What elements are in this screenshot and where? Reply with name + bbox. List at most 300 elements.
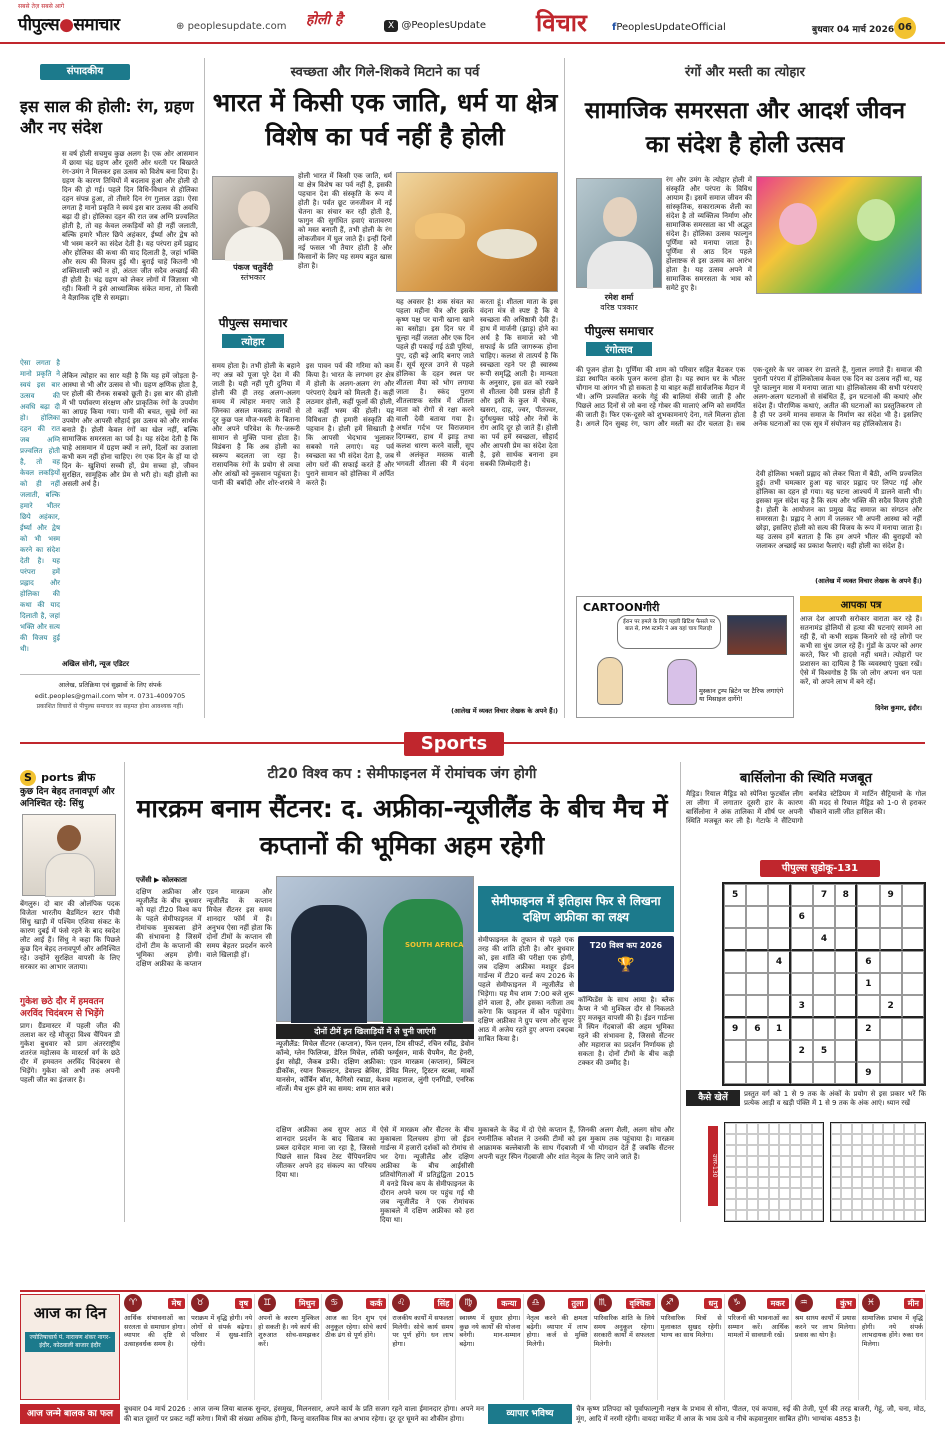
facebook-link[interactable] xyxy=(612,22,726,33)
editorial-footer-2[interactable]: edit.peoples@gmail.com फोन न. 0731-4009705 xyxy=(34,692,186,700)
sudoku-cell[interactable] xyxy=(902,928,924,951)
sudoku-grid[interactable] xyxy=(722,882,926,1086)
sudoku-cell[interactable] xyxy=(835,1062,857,1084)
answer-cell xyxy=(758,1156,769,1167)
answer-cell xyxy=(801,1199,812,1210)
sudoku-cell[interactable] xyxy=(835,995,857,1018)
sudoku-cell[interactable]: 3 xyxy=(791,995,813,1018)
answer-cell xyxy=(725,1167,736,1178)
answer-cell xyxy=(769,1210,780,1221)
globe-icon: ⊕ xyxy=(176,21,188,32)
answer-cell xyxy=(769,1123,780,1134)
answer-cell xyxy=(801,1188,812,1199)
answer-cell xyxy=(883,1123,893,1134)
answer-cell xyxy=(758,1210,769,1221)
sign-name: तुला xyxy=(568,1298,588,1309)
sudoku-cell[interactable] xyxy=(813,973,835,995)
sudoku-cell[interactable]: 5 xyxy=(724,884,746,906)
answer-cell xyxy=(736,1188,747,1199)
sudoku-cell[interactable] xyxy=(880,951,902,973)
zodiac-icon: ♏ xyxy=(594,1294,612,1312)
answer-cell xyxy=(883,1134,893,1145)
horoscope-title-box xyxy=(20,1294,120,1400)
sudoku-cell[interactable] xyxy=(902,1040,924,1062)
sub-headline: सेमीफाइनल में इतिहास फिर से लिखना दक्षिण अफ्रीका का लक्ष्य xyxy=(478,886,674,932)
answer-cell xyxy=(904,1145,914,1156)
answer-cell xyxy=(841,1156,851,1167)
answer-cell xyxy=(862,1156,872,1167)
answer-cell xyxy=(725,1145,736,1156)
twitter-link[interactable] xyxy=(384,20,486,31)
answer-cell xyxy=(779,1134,790,1145)
logo-dot: ● xyxy=(59,15,74,35)
answer-cell xyxy=(862,1123,872,1134)
sudoku-cell[interactable] xyxy=(768,928,790,951)
sudoku-cell[interactable] xyxy=(835,906,857,928)
answer-cell xyxy=(790,1145,801,1156)
answer-cell xyxy=(873,1188,883,1199)
sudoku-cell[interactable] xyxy=(746,928,768,951)
sign-text: आर्थिक संभावनाओं का सरलता से समाधान होगा। व्यापार की दृष्टि से उत्साहवर्धक समय है। xyxy=(124,1314,186,1348)
answer-cell xyxy=(812,1134,823,1145)
answer-cell xyxy=(801,1167,812,1178)
article2-logo-text: पीपुल्स समाचार xyxy=(584,324,654,338)
editorial-footer-1: आलेख, प्रतिक्रिया एवं सुझावों के लिए संपर्क xyxy=(58,681,162,689)
sudoku-cell[interactable] xyxy=(902,973,924,995)
editorial-body-1: स वर्ष होली सचमुच कुछ अलग है। एक ओर आसमान में छाया चंद्र ग्रहण और दूसरी ओर धरती पर बिखरते रंग-उमंग ने मिलकर इस उत्सव को विशेष बना दिया है। ग्रहण के कारण तिथियों में बदलाव हुआ और होली दो दिन की हो गई। पहले दिन विधि-विधान से होलिका दहन संपन्न हुआ, तो तीसरे दिन रंग गुलाल उड़ा। ऐसा लगता है मानो प्रकृति ने स्वयं इस बार उत्सव की अवधि बढ़ा दी हो। होलिका दहन की रात जब अग्नि प्रज्वलित होती है, तो वह केवल लकड़ियों को ही नहीं जलाती, बल्कि हमारे भीतर छिपे अहंकार, ईर्ष्या और द्वेष को भी भस्म करने का संदेश देती है। यह परंपरा हमें प्रह्लाद और होलिका की कथा की याद दिलाती है, जहां भक्ति और सत्य की विजय हुई थी। बुराई चाहे कितनी भी शक्तिशाली क्यों न हो, अंततः जीत सदैव अच्छाई की ही होती है। चंद्र ग्रहण को लेकर लोगों में जिज्ञासा भी रही। किसी ने इसे आध्यात्मिक संकेत माना, तो किसी ने वैज्ञानिक दृष्टि से समझा। xyxy=(62,150,198,302)
sudoku-cell[interactable]: 6 xyxy=(746,1018,768,1040)
sudoku-cell[interactable] xyxy=(880,1018,902,1040)
sign-name: कर्क xyxy=(366,1298,386,1309)
sign-text: अपनों के कारण मुश्किल हो सकती है। नये कार्य की शुरुआत सोच-समझकर करें। xyxy=(258,1314,320,1348)
sudoku-cell[interactable] xyxy=(746,995,768,1018)
cartoon-title: CARTOONगीरी xyxy=(583,601,660,614)
website-link[interactable] xyxy=(176,21,286,32)
sports-kicker: टी20 विश्व कप : सेमीफाइनल में रोमांचक जंग होगी xyxy=(267,766,537,782)
answer-cell xyxy=(790,1188,801,1199)
answer-cell xyxy=(812,1167,823,1178)
sports-headline: मारक्रम बनाम सैंटनर: द. अफ्रीका-न्यूजीलैंड के बीच मैच में कप्तानों की भूमिका अहम रहेगी xyxy=(136,794,668,860)
horoscope-sign xyxy=(325,1294,389,1400)
sudoku-cell[interactable] xyxy=(768,973,790,995)
x-icon: X xyxy=(384,20,398,32)
sign-name: वृष xyxy=(235,1298,252,1309)
sudoku-cell[interactable] xyxy=(835,1040,857,1062)
sudoku-cell[interactable] xyxy=(857,995,879,1018)
sudoku-cell[interactable]: 9 xyxy=(724,1018,746,1040)
answer-cell xyxy=(873,1177,883,1188)
horoscope-sign xyxy=(392,1294,456,1400)
zodiac-icon: ♊ xyxy=(258,1294,276,1312)
answer-cell xyxy=(852,1167,862,1178)
answer-cell xyxy=(736,1167,747,1178)
answer-cell xyxy=(915,1134,925,1145)
answer-cell xyxy=(725,1188,736,1199)
sudoku-cell[interactable] xyxy=(902,995,924,1018)
sudoku-cell[interactable]: 9 xyxy=(880,884,902,906)
sudoku-cell[interactable] xyxy=(813,1062,835,1084)
answer-cell xyxy=(725,1156,736,1167)
sudoku-cell[interactable]: 4 xyxy=(768,951,790,973)
answer-cell xyxy=(873,1199,883,1210)
answer-cell xyxy=(883,1156,893,1167)
answer-cell xyxy=(852,1145,862,1156)
sudoku-cell[interactable] xyxy=(791,1062,813,1084)
column-rule-1 xyxy=(204,58,205,718)
sudoku-cell[interactable] xyxy=(746,1040,768,1062)
sports-tag: Sports xyxy=(404,732,504,756)
horoscope-sign xyxy=(527,1294,591,1400)
sudoku-cell[interactable] xyxy=(746,906,768,928)
sudoku-cell[interactable] xyxy=(813,995,835,1018)
answer-cell xyxy=(831,1188,841,1199)
zodiac-icon: ♐ xyxy=(661,1294,679,1312)
answer-cell xyxy=(894,1177,904,1188)
answer-cell xyxy=(736,1123,747,1134)
sudoku-cell[interactable]: 5 xyxy=(813,1040,835,1062)
tv-icon xyxy=(727,615,787,655)
article2-author: रमेश शर्मा xyxy=(604,293,634,302)
answer-cell xyxy=(852,1134,862,1145)
article1-body-1: होली भारत में किसी एक जाति, धर्म या क्षेत्र विशेष का पर्व नहीं है, इसकी पहचान देश की संस्कृति के रूप में होती है। पर्वत छूट जनजीवन में नई चेतना का संचार कर रही होती है, फागुन की सुगंधित हवाएं वातावरण को मस्त बनाती हैं, तभी होली के रंग लोकजीवन में घुल जाते हैं। इन्हीं दिनों नई फसल भी तैयार होती है और किसानों के लिए यह समय बहुत खास होता है। xyxy=(298,172,392,270)
letters-box xyxy=(800,596,922,718)
article1-headline: भारत में किसी एक जाति, धर्म या क्षेत्र विशेष का पर्व नहीं है होली xyxy=(212,88,558,151)
sudoku-cell[interactable]: 2 xyxy=(791,1040,813,1062)
sign-text: श्रम साध्य कार्यों में प्रयास करने पर लाभ मिलेगा। प्रवास का योग है। xyxy=(794,1314,856,1339)
photo-caption: दोनों टीमें इन खिलाड़ियों में से चुनी जाएंगी xyxy=(276,1024,474,1039)
answer-cell xyxy=(915,1167,925,1178)
sudoku-cell[interactable] xyxy=(724,1040,746,1062)
logo[interactable] xyxy=(18,12,120,35)
answer-cell xyxy=(747,1177,758,1188)
article1-column-logo xyxy=(212,314,294,354)
cartoon-woman-icon xyxy=(667,659,697,705)
answer-cell xyxy=(862,1210,872,1221)
answer-cell xyxy=(904,1167,914,1178)
answer-cell xyxy=(873,1145,883,1156)
sudoku-cell[interactable] xyxy=(880,973,902,995)
zodiac-icon: ♎ xyxy=(527,1294,545,1312)
editorial-headline: इस साल की होली: रंग, ग्रहण और नए संदेश xyxy=(20,97,194,137)
answer-cell xyxy=(736,1210,747,1221)
sudoku-cell[interactable]: 6 xyxy=(791,906,813,928)
sudoku-cell[interactable] xyxy=(813,906,835,928)
santner-icon xyxy=(291,905,367,1023)
answer-cell xyxy=(769,1188,780,1199)
sudoku-cell[interactable] xyxy=(902,1062,924,1084)
sub-body-2: कॉन्फिडेंस के साथ आया है। ब्लैक कैप्स ने भी मुश्किल दौर से निकलते हुए मजबूत वापसी की है। ईडन गार्डन्स में स्पिन गेंदबाजों की अहम भूमिका रहने की संभावना है, जिससे सैंटनर और महाराज का प्रदर्शन निर्णायक हो सकता है। दोनों टीमों के बीच कड़ी टक्कर की उम्मीद है। xyxy=(578,996,674,1067)
answer-cell xyxy=(841,1167,851,1178)
author2-shirt-icon xyxy=(587,241,653,289)
captains-photo xyxy=(276,876,474,1022)
sudoku-cell[interactable]: 8 xyxy=(835,884,857,906)
answer-cell xyxy=(894,1167,904,1178)
answer-cell xyxy=(812,1145,823,1156)
sudoku-cell[interactable] xyxy=(746,1062,768,1084)
answer-cell xyxy=(725,1123,736,1134)
answer-cell xyxy=(894,1123,904,1134)
sign-text: पारिवारिक मित्रों से मुलाकात सुखद रहेगी। भाग्य का साथ मिलेगा। xyxy=(660,1314,722,1339)
sudoku-cell[interactable] xyxy=(857,1040,879,1062)
answer-cell xyxy=(915,1210,925,1221)
brief1-body: बेंगलुरु। दो बार की ओलंपिक पदक विजेता भारतीय बैडमिंटन स्टार पीवी सिंधु खाड़ी में पश्चिम एशिया संकट के कारण दुबई में फंसे रहने के बाद स्वदेश लौट आई हैं। सिंधु ने कहा कि पिछले कुछ दिन बेहद तनावपूर्ण और अनिश्चित रहे। उन्होंने सुरक्षित वापसी के लिए सरकार का आभार जताया। xyxy=(20,900,120,971)
sudoku-cell[interactable] xyxy=(880,928,902,951)
answer-cell xyxy=(725,1177,736,1188)
sudoku-cell[interactable] xyxy=(746,951,768,973)
answer-cell xyxy=(790,1167,801,1178)
answer-cell xyxy=(779,1199,790,1210)
person1-icon xyxy=(779,203,817,245)
answer-cell xyxy=(873,1156,883,1167)
article1-author: पंकज चतुर्वेदी xyxy=(233,263,273,272)
horoscope-sign xyxy=(459,1294,523,1400)
sudoku-cell[interactable] xyxy=(791,1018,813,1040)
answer-cell xyxy=(779,1167,790,1178)
sudoku-cell[interactable] xyxy=(902,951,924,973)
sudoku-cell[interactable]: 7 xyxy=(813,884,835,906)
answer-cell xyxy=(904,1188,914,1199)
sudoku-cell[interactable] xyxy=(724,1062,746,1084)
zodiac-icon: ♑ xyxy=(728,1294,746,1312)
answer-cell xyxy=(736,1156,747,1167)
article2-headline: सामाजिक समरसता और आदर्श जीवन का संदेश है होली उत्सव xyxy=(584,98,906,158)
sudoku-cell[interactable] xyxy=(791,973,813,995)
sudoku-cell[interactable] xyxy=(857,906,879,928)
answer-cell xyxy=(915,1177,925,1188)
sudoku-cell[interactable]: 1 xyxy=(857,973,879,995)
sign-text: आज का दिन शुभ एवं अनुकूल रहेगा। सोचे कार्य ठीक ढंग से पूर्ण होंगे। xyxy=(325,1314,387,1339)
sudoku-cell[interactable]: 2 xyxy=(857,1018,879,1040)
sudoku-cell[interactable] xyxy=(768,906,790,928)
answer-cell xyxy=(801,1123,812,1134)
answer-cell xyxy=(862,1167,872,1178)
sudoku-cell[interactable] xyxy=(768,1040,790,1062)
editorial-author: अखिल सोनी, न्यूज एडिटर xyxy=(62,660,129,668)
sudoku-cell[interactable] xyxy=(791,951,813,973)
answer-cell xyxy=(758,1188,769,1199)
sports-brief-header xyxy=(20,766,120,786)
editorial-footer-3: प्रकाशित विचारों से पीपुल्स समाचार का सहमत होना आवश्यक नहीं। xyxy=(36,703,184,710)
sign-name: कन्या xyxy=(497,1298,520,1309)
editorial-pullquote: ऐसा लगता है मानो प्रकृति ने स्वयं इस बार उत्सव की अवधि बढ़ा दी हो। होलिका दहन की रात जब अग्नि प्रज्वलित होती है, तो वह केवल लकड़ियों को ही नहीं जलाती, बल्कि हमारे भीतर छिपे अहंकार, ईर्ष्या और द्वेष को भी भस्म करने का संदेश देती है। यह परंपरा हमें प्रह्लाद और होलिका की कथा की याद दिलाती है, जहां भक्ति और सत्य की विजय हुई थी। xyxy=(20,359,60,653)
website-text: peoplesupdate.com xyxy=(187,21,287,32)
sudoku-cell[interactable] xyxy=(791,884,813,906)
answer-cell xyxy=(725,1210,736,1221)
sindhu-shirt-icon xyxy=(45,853,95,897)
holi-badge: होली है xyxy=(306,12,343,28)
answer-cell xyxy=(841,1145,851,1156)
facebook-handle: PeoplesUpdateOfficial xyxy=(616,22,726,33)
sudoku-cell[interactable] xyxy=(880,1040,902,1062)
horoscope-sign xyxy=(661,1294,725,1400)
sudoku-title: पीपुल्स सुडोकू-131 xyxy=(760,860,880,877)
answer-cell xyxy=(831,1134,841,1145)
answer-cell xyxy=(883,1199,893,1210)
jersey-text: SOUTH AFRICA xyxy=(405,941,464,949)
horoscope-sign xyxy=(191,1294,255,1400)
editorial-body-2: लेकिन त्योहार का सार यही है कि यह हमें जोड़ता है- आस्था से भी और उत्सव से भी। ग्रहण क्षणिक होता है, पर होली की रौनक सबको छूती है। इस बार की होली में भी पर्यावरण संरक्षण और प्राकृतिक रंगों के उपयोग का आग्रह किया गया। पानी की बचत, सूखे रंगों का उपयोग और आपसी सौहार्द इस उत्सव को और सार्थक बनाते हैं। होली केवल रंगों का खेल नहीं, बल्कि सामाजिक समरसता का पर्व है। यह संदेश देती है कि चाहे आसमान में ग्रहण क्यों न लगे, दिलों का उजाला कभी कम नहीं होना चाहिए। रंग एक दिन के हों या दो दिन के- खुशियां सच्ची हों, प्रेम सच्चा हो, जीवन सुरक्षित, सामूहिक और प्रेम से भरी हो। यही होली का असली अर्थ है। xyxy=(62,372,198,488)
sudoku-cell[interactable] xyxy=(724,951,746,973)
sudoku-cell[interactable] xyxy=(724,906,746,928)
sudoku-cell[interactable] xyxy=(857,928,879,951)
answer-cell xyxy=(852,1188,862,1199)
answer-cell xyxy=(831,1123,841,1134)
horoscope-signs xyxy=(124,1294,926,1400)
zodiac-icon: ♒ xyxy=(795,1294,813,1312)
answer-cell xyxy=(873,1123,883,1134)
tagline: सबसे तेज़ सबसे आगे xyxy=(18,3,65,10)
answer-cell xyxy=(841,1210,851,1221)
answer-cell xyxy=(725,1199,736,1210)
answer-cell xyxy=(812,1188,823,1199)
article2-column-label: रंगोत्सव xyxy=(586,342,652,356)
barcelona-body: मैड्रिड। रियाल मैड्रिड को स्पेनिश फुटबॉल लीग ला लीगा में लगातार दूसरी हार के कारण बार्सिलोना ने अंक तालिका में शीर्ष पर अपनी स्थिति मजबूत कर ली है। गेटाफे ने सैंटियागो बर्नाबेउ स्टेडियम में मार्टिन सैट्रियानो के गोल की मदद से रियाल मैड्रिड को 1-0 से हराकर चौंकाने वाली जीत हासिल की। xyxy=(686,790,926,825)
how-to-play-text: प्रस्तुत वर्ग को 1 से 9 तक के अंकों के प्रयोग से इस प्रकार भरें कि प्रत्येक आड़ी व खड़ी पंक्ति में 1 से 9 तक के अंक आएं। ध्यान रखें xyxy=(744,1090,926,1107)
answer-cell xyxy=(873,1134,883,1145)
sudoku-cell[interactable] xyxy=(835,973,857,995)
answer-cell xyxy=(894,1156,904,1167)
answer-cell xyxy=(747,1145,758,1156)
sudoku-cell[interactable] xyxy=(791,928,813,951)
sudoku-cell[interactable] xyxy=(724,928,746,951)
sudoku-cell[interactable]: 6 xyxy=(857,951,879,973)
answer-label: उत्तर-130 xyxy=(708,1126,718,1206)
article1-author-role: स्तंभकार xyxy=(240,273,266,282)
horoscope-sign xyxy=(728,1294,792,1400)
markram-icon xyxy=(383,899,463,1023)
sudoku-cell[interactable] xyxy=(768,884,790,906)
answer-cell xyxy=(790,1210,801,1221)
sudoku-cell[interactable] xyxy=(813,1018,835,1040)
kids-label: आज जन्मे बालक का फल xyxy=(20,1404,120,1424)
answer-cell xyxy=(790,1177,801,1188)
sudoku-cell[interactable] xyxy=(746,884,768,906)
sports-body-3: दक्षिण अफ्रीका अब सुपर आठ में शानदार प्रदर्शन के बाद खिताब का प्रबल दावेदार माना जा रहा है, जिससे पिछले साल विश्व टेस्ट चैंपियनशिप जीतकर अपने हद संकल्प का परिचय दिया था। xyxy=(276,1126,376,1179)
answer-cell xyxy=(736,1177,747,1188)
sign-text: राजकीय कार्यों में सफलता मिलेगी। सोचे कार्य समय पर पूर्ण होंगे। धन लाभ होगा। xyxy=(392,1314,454,1348)
answer-cell xyxy=(894,1199,904,1210)
logo-left: पीपुल्स xyxy=(18,15,60,35)
article2-column-logo xyxy=(576,322,662,362)
twitter-handle: @PeoplesUpdate xyxy=(401,20,487,31)
sudoku-cell[interactable] xyxy=(835,928,857,951)
sign-name: मिथुन xyxy=(295,1298,319,1309)
article1-body-3: यह अवसर है! शक संवत का पहला महीना चैत्र और इसके कृष्ण पक्ष पर यानी खाना खाने का बसोड़ा। इस दिन घर में चूल्हा नहीं जलता और एक दिन पहले ही पकाई गई ठंडी पूरियां, पुए, दही बड़े आदि बनाए जाते हैं। सूर्य सूरज उगने से पहले होलिका के दहन स्थल पर शीतला मैया को भोग लगाया जाता है। स्कंद पुराण शीतलाष्टक स्तोत्र में शीतला माता को रोगों से रक्षा करने वाली देवी बताया गया है। अर्थात गर्दभ पर विराजमान दिगम्बरा, हाथ में झाड़ू तथा कलश धारण करने वाली, सूप से अलंकृत मस्तक वाली भगवती शीतला की मैं वंदना करता हूं। शीतला माता के इस वंदना मंत्र से स्पष्ट है कि ये स्वच्छता की अधिष्ठात्री देवी हैं। हाथ में मार्जनी (झाड़ू) होने का अर्थ है कि समाज को भी सफाई के प्रति जागरूक होना चाहिए। कलश से तात्पर्य है कि स्वच्छता रहने पर ही स्वास्थ्य रूपी समृद्धि आती है। मान्यता के अनुसार, इस व्रत को रखने से शीतला देवी प्रसन्न होती हैं और इसी के कुल में चेचक, खसरा, दाह, ज्वर, पीतज्वर, दुर्गंधयुक्त फोड़े और नेत्रों के रोग आदि दूर हो जाते हैं। होली का पर्व हमें स्वच्छता, सौहार्द और आपसी प्रेम का संदेश देता है, इसे सार्थक बनाना हम सबकी जिम्मेदारी है। xyxy=(396,298,558,468)
sudoku-cell[interactable] xyxy=(835,951,857,973)
section-title: विचार xyxy=(536,9,587,37)
answer-cell xyxy=(894,1210,904,1221)
answer-cell xyxy=(801,1177,812,1188)
holi-photo xyxy=(756,176,922,294)
article1-kicker: स्वच्छता और गिले-शिकवे मिटाने का पर्व xyxy=(290,65,480,80)
sign-name: वृश्चिक xyxy=(626,1298,655,1309)
sudoku-cell[interactable] xyxy=(768,1062,790,1084)
horoscope-sign xyxy=(124,1294,188,1400)
answer-cell xyxy=(758,1167,769,1178)
answer-cell xyxy=(747,1123,758,1134)
answer-cell xyxy=(747,1134,758,1145)
answer-cell xyxy=(862,1199,872,1210)
sudoku-cell[interactable] xyxy=(835,1018,857,1040)
zodiac-icon: ♓ xyxy=(862,1294,880,1312)
answer-cell xyxy=(790,1123,801,1134)
answer-cell xyxy=(894,1188,904,1199)
sudoku-cell[interactable]: 9 xyxy=(857,1062,879,1084)
sudoku-cell[interactable] xyxy=(902,884,924,906)
sudoku-cell[interactable] xyxy=(768,995,790,1018)
answer-cell xyxy=(736,1199,747,1210)
sudoku-cell[interactable]: 2 xyxy=(880,995,902,1018)
answer-cell xyxy=(747,1156,758,1167)
sudoku-cell[interactable] xyxy=(902,1018,924,1040)
cartoon-man-icon xyxy=(597,657,623,705)
bowl-icon xyxy=(477,229,537,259)
sudoku-cell[interactable] xyxy=(813,951,835,973)
t20-badge xyxy=(578,936,674,992)
sudoku-cell[interactable] xyxy=(746,973,768,995)
horoscope-sign xyxy=(862,1294,926,1400)
sudoku-cell[interactable]: 1 xyxy=(768,1018,790,1040)
sign-text: सामाजिक प्रभाव में वृद्धि होगी। नये संपर्क लाभदायक होंगे। रुका धन मिलेगा। xyxy=(861,1314,923,1348)
answer-cell xyxy=(769,1145,780,1156)
answer-cell xyxy=(779,1210,790,1221)
barcelona-headline: बार्सिलोना की स्थिति मजबूत xyxy=(739,771,873,786)
answer-cell xyxy=(790,1156,801,1167)
sudoku-cell[interactable] xyxy=(724,995,746,1018)
issue-date: बुधवार 04 मार्च 2026 xyxy=(812,25,895,35)
sudoku-cell[interactable] xyxy=(880,906,902,928)
answer-cell xyxy=(801,1210,812,1221)
sudoku-cell[interactable] xyxy=(902,906,924,928)
editorial-label: संपादकीय xyxy=(40,64,130,80)
zodiac-icon: ♍ xyxy=(459,1294,477,1312)
horoscope-sign xyxy=(795,1294,859,1400)
answer-cell xyxy=(747,1188,758,1199)
kids-body: बुधवार 04 मार्च 2026 : आज जन्म लिया बालक सुन्दर, हंसमुख, मिलनसार, अपने कार्य के प्रति सजग रहने वाला ईमानदार होगा। अपने मन की बात दूसरों पर प्रकट नहीं करेगा। मित्रों की संख्या अधिक होगी, किन्तु वास्तविक मित्र का अभाव रहेगा। दूर दूर घूमने का शौकीन होगा। xyxy=(124,1405,484,1423)
how-to-play-label: कैसे खेलें xyxy=(686,1090,740,1106)
answer-cell xyxy=(812,1123,823,1134)
article2-author-role: वरिष्ठ पत्रकार xyxy=(600,303,638,312)
squads-text: न्यूजीलैंड: मिचेल सैंटनर (कप्तान), फिन एलन, टिम सीफर्ट, रचिन रवींद्र, डेवोन कॉन्वे, ग्लेन फिलिप्स, डेरिल मिचेल, लॉकी फर्ग्यूसन, मार्क चैपमैन, मैट हेनरी, ईश सोढ़ी, जैकब डफी। दक्षिण अफ्रीका: एडन मारक्रम (कप्तान), क्विंटन डीकॉक, रयान रिकलटन, डेवाल्ड ब्रेविस, डेविड मिलर, ट्रिस्टन स्टब्स, मार्को यानसेन, कॉर्बिन बॉश, कैगिसो रबाडा, केशव महाराज, लुंगी एनगिडी, एनरिक नॉर्त्जे। मैच शुरू होने का समय: शाम सात बजे। xyxy=(276,1040,474,1093)
answer-cell xyxy=(812,1210,823,1221)
column-rule-2 xyxy=(564,58,565,718)
sudoku-cell[interactable] xyxy=(724,973,746,995)
horoscope-sign xyxy=(594,1294,658,1400)
answer-cell xyxy=(831,1156,841,1167)
answer-cell xyxy=(790,1134,801,1145)
answer-cell xyxy=(812,1156,823,1167)
answer-cell xyxy=(758,1177,769,1188)
trophy-icon: 🏆 xyxy=(617,957,635,973)
business-body: चैत्र कृष्ण प्रतिपदा को पूर्वाफाल्गुनी नक्षत्र के प्रभाव से सोना, पीतल, एवं कपास, रुई की तेजी, पूर्ण की तरह बाजरी, गेहूं, जौ, चना, मोठ, मूंग, आदि में नरमी रहेगी। वायदा मार्केट में आज के भाव ऊंचे व नीचे कहवानुसार साबित होंगे। भाग्यांक 4853 है। xyxy=(576,1405,926,1423)
answer-cell xyxy=(747,1210,758,1221)
answer-cell xyxy=(915,1145,925,1156)
answer-grid-2 xyxy=(830,1122,926,1222)
answer-cell xyxy=(852,1156,862,1167)
sudoku-cell[interactable] xyxy=(880,1062,902,1084)
facebook-icon: f xyxy=(612,22,617,33)
sudoku-cell[interactable] xyxy=(857,884,879,906)
sports-body-1: दक्षिण अफ्रीका और न्यूजीलैंड के बीच बुधवार को यहां टी20 विश्व कप के पहले सेमीफाइनल में रोमांचक मुकाबला होने की संभावना है जिसमें दोनों टीम के कप्तानों की भूमिका अहम होगी। दक्षिण अफ्रीका के कप्तान एडन मारक्रम और न्यूजीलैंड के कप्तान मिचेल सैंटनर इस समय शानदार फॉर्म में हैं। अनुभव ऐसा नहीं होता कि दोनों टीमों के कप्तान सी समय बेहतर प्रदर्शन करने वाले खिलाड़ी हों। xyxy=(136,888,272,968)
answer-cell xyxy=(883,1210,893,1221)
logo-right: समाचार xyxy=(73,15,120,35)
answer-cell xyxy=(758,1134,769,1145)
sudoku-cell[interactable]: 4 xyxy=(813,928,835,951)
answer-cell xyxy=(862,1145,872,1156)
answer-cell xyxy=(831,1167,841,1178)
article2-body-2: की पूजन होता है। पूर्णिमा की शाम को परिवार सहित बैठकर एक डंडा स्थापित करके पूजन करना होता है। यह स्थान घर के भीतर चौगान या आंगन भी हो सकता है या बाहर कहीं सार्वजनिक मैदान में भी। अग्नि प्रज्वलित करके गेहूं की बालियां सेंकी जाती हैं और पिछले आठ दिनों से जो बना रहे गोबर की मालाएं अग्नि को समर्पित की जाती हैं। फिर एक-दूसरे को शुभकामनाएं देना, गले मिलना होता है। अगले दिन सुबह रंग, फाग और मस्ती का दौर चलता है। सब एक-दूसरे के घर जाकर रंग डालते हैं, गुलाल लगाते हैं। समाज की पुरानी परंपरा में होलिकोत्सव केवल एक दिन का उत्सव नहीं था, यह पूरे फाल्गुन मास में मनाया जाता था। होलिकोत्सव की सभी परंपराएं अलग-अलग घटनाओं से संबंधित हैं, इन घटनाओं की कथाएं और संदेश हैं। पौराणिक कथाएं, अतीत की घटनाओं का प्रस्तुतिकरण तो है ही पर उनमें मानव समाज के निर्माण का संदेश भी है। इसलिए अनेक घटनाओं का एक सूत्र में संयोजन यह होलिकोत्सव है। xyxy=(576,366,922,428)
brief1-headline: कुछ दिन बेहद तनावपूर्ण और अनिश्चित रहे: सिंधु xyxy=(20,787,115,809)
